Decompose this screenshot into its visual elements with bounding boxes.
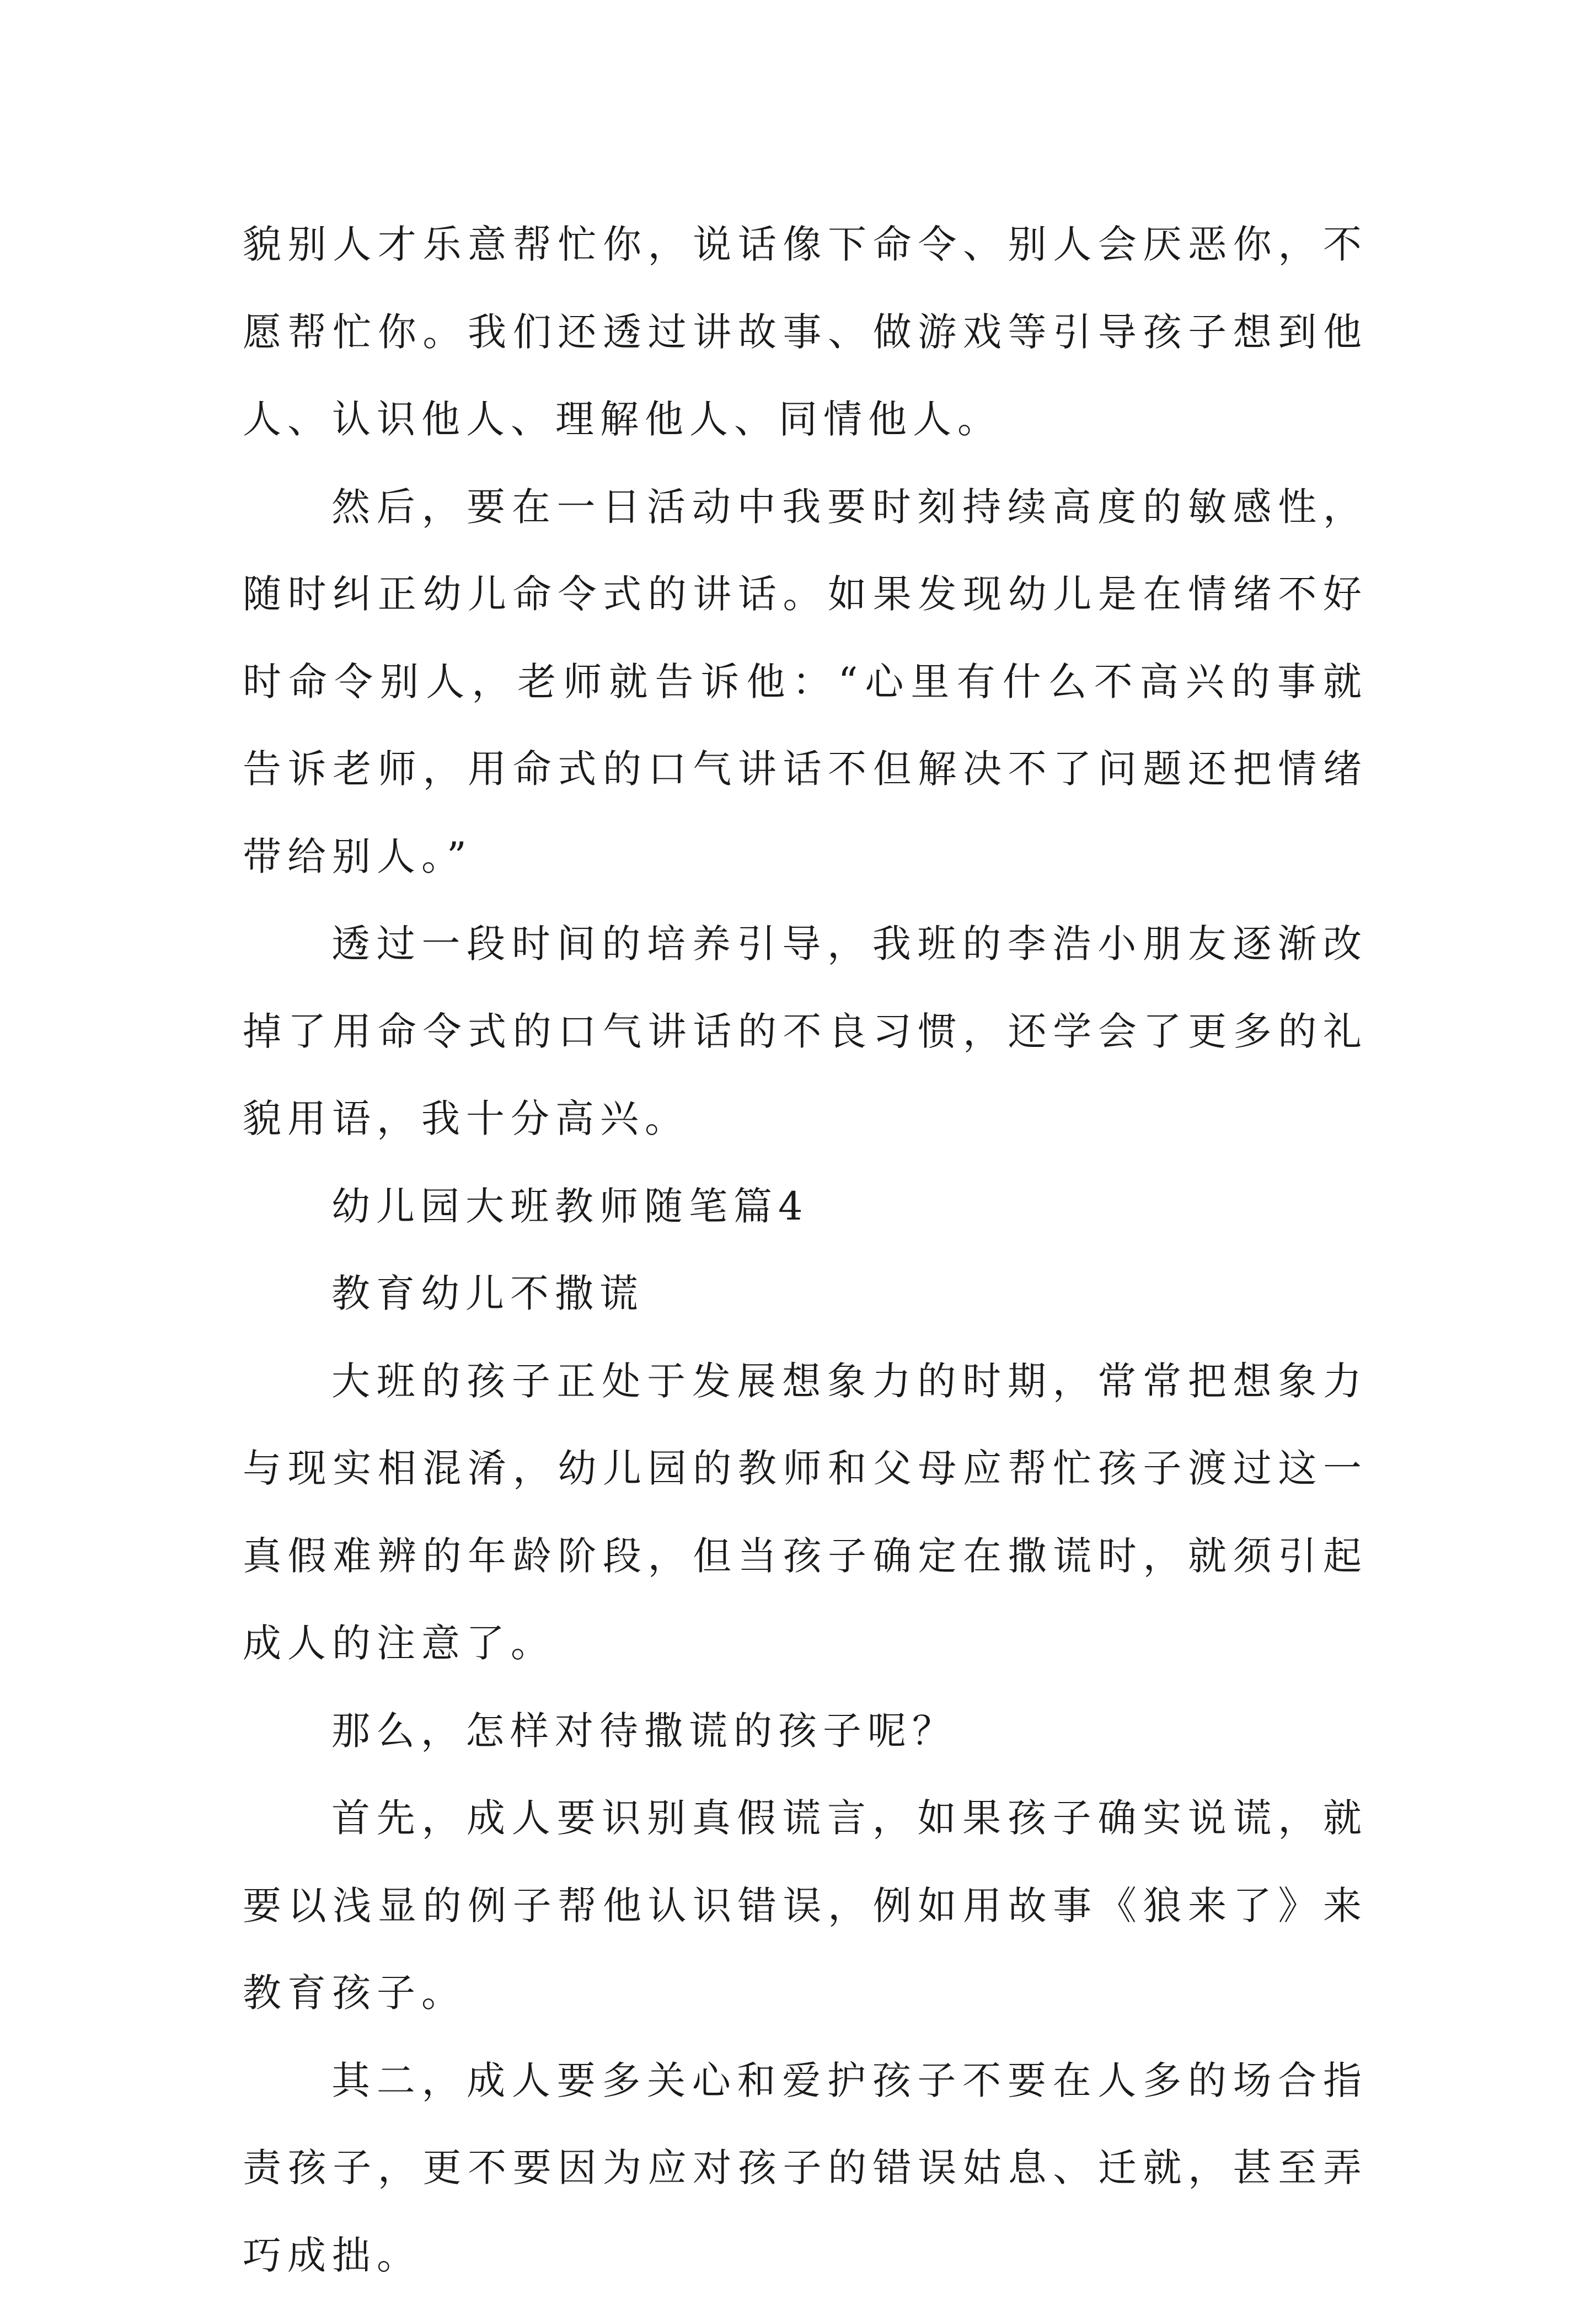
paragraph-5: 那么，怎样对待撒谎的孩子呢？ (243, 1687, 1368, 1775)
paragraph-6: 首先，成人要识别真假谎言，如果孩子确实说谎，就要以浅显的例子帮他认识错误，例如用故事《狼来了》来教育孩子。 (243, 1774, 1368, 2037)
article-title: 教育幼儿不撒谎 (243, 1250, 1368, 1338)
paragraph-7: 其二，成人要多关心和爱护孩子不要在人多的场合指责孩子，更不要因为应对孩子的错误姑息、迁就，甚至弄巧成拙。 (243, 2037, 1368, 2299)
document-body (243, 201, 1368, 2299)
paragraph-3: 透过一段时间的培养引导，我班的李浩小朋友逐渐改掉了用命令式的口气讲话的不良习惯，还学会了更多的礼貌用语，我十分高兴。 (243, 900, 1368, 1163)
section-heading: 幼儿园大班教师随笔篇4 (243, 1163, 1368, 1250)
paragraph-4: 大班的孩子正处于发展想象力的时期，常常把想象力与现实相混淆，幼儿园的教师和父母应帮忙孩子渡过这一真假难辨的年龄阶段，但当孩子确定在撒谎时，就须引起成人的注意了。 (243, 1338, 1368, 1687)
paragraph-1: 貌别人才乐意帮忙你，说话像下命令、别人会厌恶你，不愿帮忙你。我们还透过讲故事、做游戏等引导孩子想到他人、认识他人、理解他人、同情他人。 (243, 201, 1368, 463)
paragraph-2: 然后，要在一日活动中我要时刻持续高度的敏感性，随时纠正幼儿命令式的讲话。如果发现幼儿是在情绪不好时命令别人，老师就告诉他：“心里有什么不高兴的事就告诉老师，用命式的口气讲话不但解决不了问题还把情绪带给别人。” (243, 463, 1368, 901)
